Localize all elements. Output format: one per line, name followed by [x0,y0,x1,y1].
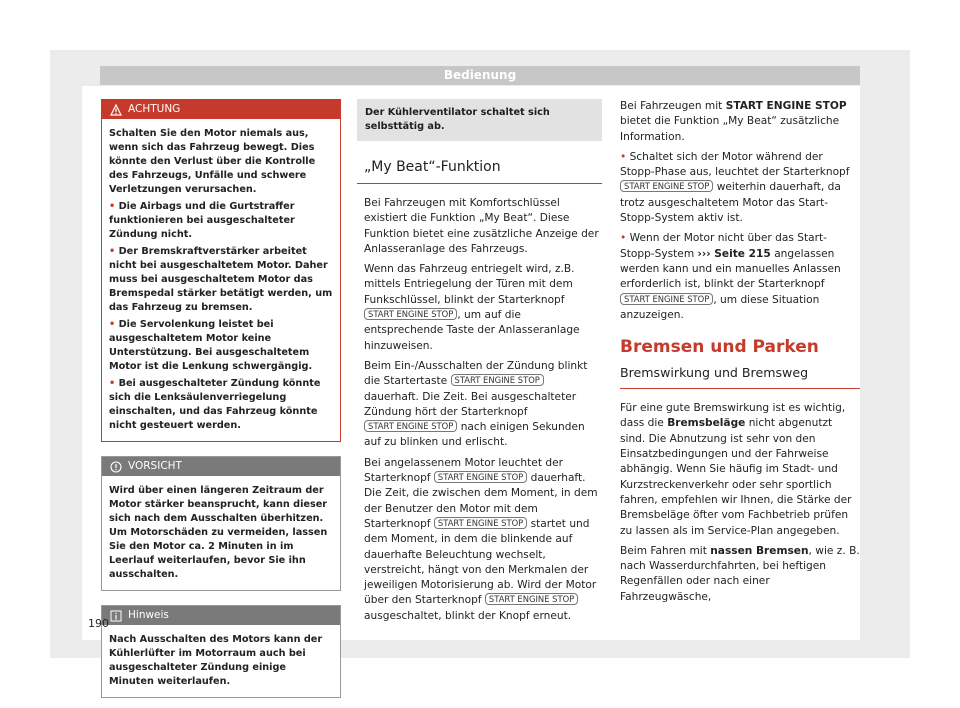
list-item: • Wenn der Motor nicht über das Start-Stopp-System ››› Seite 215 angelassen werden kann und ein manuelles Anlassen erforderlich ist, blinkt der Starterknopf START ENGINE STOP , um diese Situation anzuzeigen. [620,232,841,321]
page-number: 190 [88,617,109,630]
caution-box [101,456,341,591]
warning-header [102,100,340,119]
warning-box [101,99,341,442]
note-continued: Der Kühlerventilator schaltet sich selbsttätig ab. [357,99,602,141]
start-engine-stop-badge: START ENGINE STOP [434,517,527,529]
start-stop-intro: Bei Fahrzeugen mit START ENGINE STOP bietet die Funktion „My Beat“ zusätzliche Information. [620,100,847,143]
warning-intro: Schalten Sie den Motor niemals aus, wenn sich das Fahrzeug bewegt. Dies könnte den Verlust über die Kontrolle des Fahrzeugs, Unfälle und schwere Verletzungen verursachen. [109,128,316,195]
hint-header [102,606,340,625]
my-beat-paragraph: Bei angelassenem Motor leuchtet der Starterknopf START ENGINE STOP dauerhaft. Die Zeit, die zwischen dem Moment, in dem der Benutzer den Motor mit dem Starterknopf START ENGINE STOP startet und dem Moment, in dem die blinkende auf dauerhafte Beleuchtung wechselt, verstreicht, hängt von den Merkmalen der jeweiligen Motorisierung ab. Wird der Motor über den Starterknopf START ENGINE STOP ausgeschaltet, blinkt der Knopf erneut. [364,456,598,622]
my-beat-intro: Bei Fahrzeugen mit Komfortschlüssel existiert die Funktion „My Beat“. Diese Funktion bietet eine zusätzliche Anzeige der Anlasseranlage des Fahrzeugs. [364,197,599,255]
start-engine-stop-badge: START ENGINE STOP [451,374,544,386]
start-engine-stop-badge: START ENGINE STOP [434,471,527,483]
warning-item: • Die Airbags und die Gurtstraffer funktionieren bei ausgeschalteter Zündung nicht. [109,201,295,240]
list-item: • Schaltet sich der Motor während der Stopp-Phase aus, leuchtet der Starterknopf START ENGINE STOP weiterhin dauerhaft, da trotz ausgeschaltetem Motor das Start-Stopp-System aktiv ist. [620,150,850,225]
brakes-heading: Bremsen und Parken [620,337,819,358]
column-left [101,99,341,698]
start-engine-stop-badge: START ENGINE STOP [364,420,457,432]
braking-paragraph: Beim Fahren mit nassen Bremsen, wie z. B. nach Wasserdurchfahrten, bei heftigen Regenfällen oder nach einer Fahrzeugwäsche, [620,544,860,603]
caution-label: VORSICHT [128,460,182,472]
start-engine-stop-badge: START ENGINE STOP [364,308,457,320]
column-right [620,99,860,610]
start-engine-stop-badge: START ENGINE STOP [485,593,578,605]
braking-subheading: Bremswirkung und Bremsweg [620,365,860,389]
hint-label: Hinweis [128,609,169,621]
section-header: Bedienung [100,66,860,85]
my-beat-paragraph: Wenn das Fahrzeug entriegelt wird, z.B. mittels Entriegelung der Türen mit dem Funkschlüssel, blinkt der Starterknopf START ENGINE STOP , um auf die entsprechende Taste der Anlasseranlage hinzuweisen. [364,263,580,352]
hint-text: Nach Ausschalten des Motors kann der Kühlerlüfter im Motorraum auch bei ausgeschalteter Zündung einige Minuten weiterlaufen. [109,634,323,687]
info-circle-icon [110,461,122,473]
my-beat-paragraph: Beim Ein-/Ausschalten der Zündung blinkt die Startertaste START ENGINE STOP dauerhaft. Die Zeit. Bei ausgeschalteter Zündung hört der Starterknopf START ENGINE STOP nach einigen Sekunden auf zu blinken und erlischt. [364,359,588,449]
start-engine-stop-badge: START ENGINE STOP [620,293,713,305]
my-beat-heading: „My Beat“-Funktion [357,159,602,184]
hint-box [101,605,341,698]
start-engine-stop-badge: START ENGINE STOP [620,180,713,192]
page-reference-link[interactable]: ››› Seite 215 [697,247,771,260]
info-icon [110,610,122,622]
warning-item: • Die Servolenkung leistet bei ausgeschaltetem Motor keine Unterstützung. Bei ausgeschaltetem Motor ist die Lenkung schwergängig. [109,319,313,372]
caution-header [102,457,340,476]
warning-triangle-icon [110,104,122,116]
warning-item: • Bei ausgeschalteter Zündung könnte sich die Lenksäulenverriegelung einschalten, und das Fahrzeug könnte nicht gesteuert werden. [109,378,321,431]
braking-paragraph: Für eine gute Bremswirkung ist es wichtig, dass die Bremsbeläge nicht abgenutzt sind. Die Abnutzung ist sehr von den Einsatzbedingungen und der Fahrweise abhängig. Wenn Sie häufig im Stadt- und Kurzstreckenverkehr oder sehr sportlich fahren, empfehlen wir Ihnen, die Stärke der Bremsbeläge öfter vom Fachbetrieb prüfen zu lassen als im Service-Plan angegeben. [620,402,852,537]
warning-label: ACHTUNG [128,103,181,115]
caution-text: Wird über einen längeren Zeitraum der Motor stärker beansprucht, kann dieser sich nach dem Ausschalten überhitzen. Um Motorschäden zu vermeiden, lassen Sie den Motor ca. 2 Minuten in im Leerlauf weiterlaufen, bevor Sie ihn ausschalten. [109,485,328,580]
column-middle [357,99,602,629]
warning-item: • Der Bremskraftverstärker arbeitet nicht bei ausgeschaltetem Motor. Daher muss bei ausgeschaltetem Motor das Bremspedal stärker betätigt werden, um das Fahrzeug zu bremsen. [109,246,333,313]
